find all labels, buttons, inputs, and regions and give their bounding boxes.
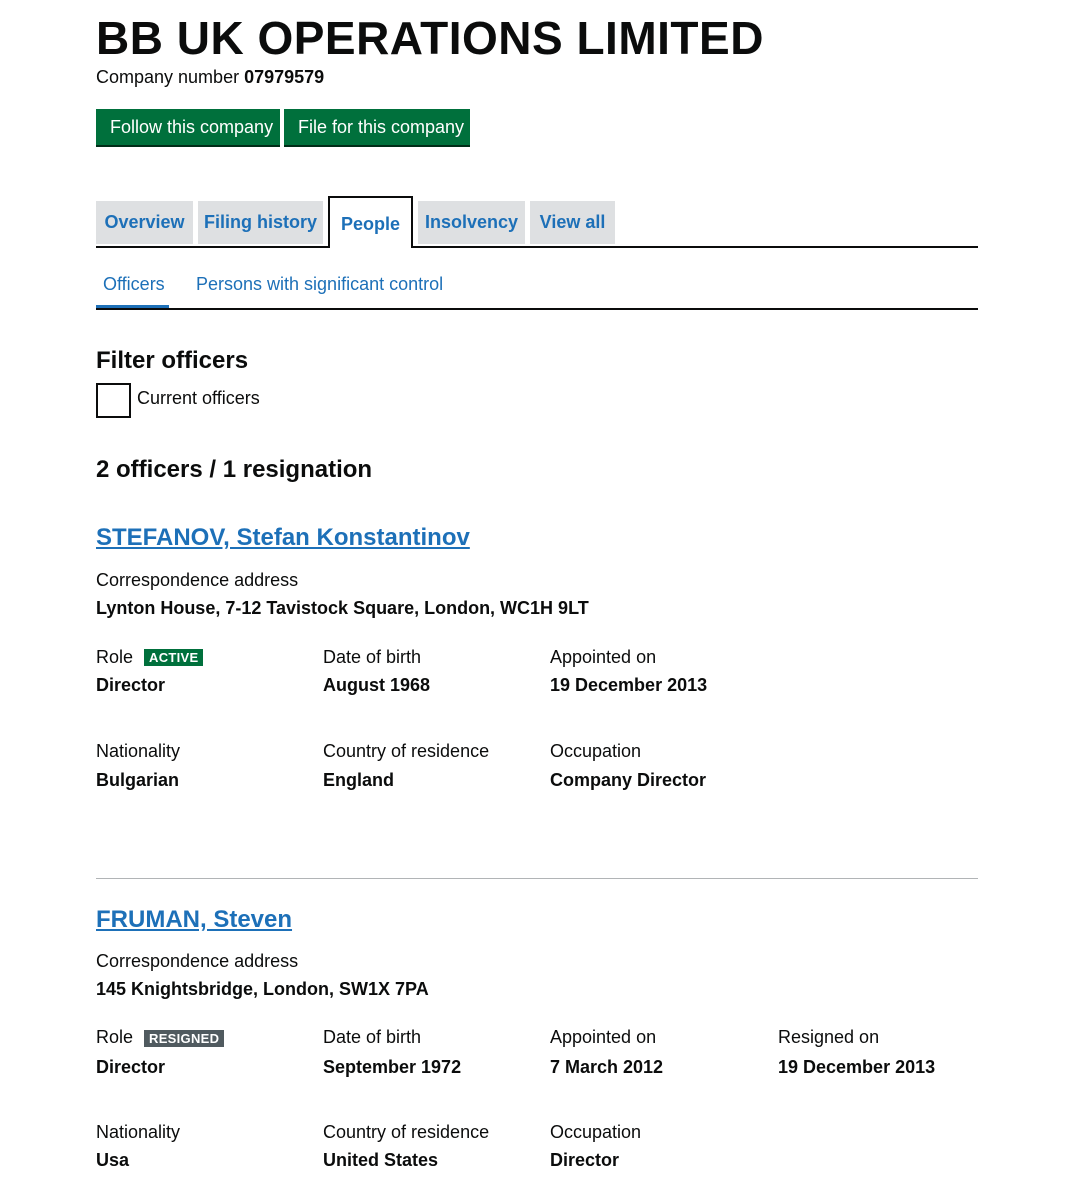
tab-view-all[interactable]: View all (530, 201, 615, 244)
dob-label: Date of birth (323, 1027, 422, 1047)
tab-insolvency[interactable]: Insolvency (418, 201, 525, 244)
company-number (96, 66, 324, 88)
tabs-underline (96, 246, 978, 248)
resigned-label: Resigned on (778, 1027, 880, 1047)
occupation-label: Occupation (550, 741, 642, 761)
address-value: 145 Knightsbridge, London, SW1X 7PA (96, 979, 429, 999)
nationality-value: Bulgarian (96, 770, 180, 790)
occupation-value: Company Director (550, 770, 707, 790)
resigned-value: 19 December 2013 (778, 1057, 936, 1077)
subtab-persons-significant-control[interactable]: Persons with significant control (196, 274, 444, 294)
role-value: Director (96, 675, 166, 695)
company-number-label: Company number (96, 67, 240, 87)
residence-value: England (323, 770, 394, 790)
address-value: Lynton House, 7-12 Tavistock Square, London, WC1H 9LT (96, 598, 589, 618)
residence-value: United States (323, 1150, 439, 1170)
subtab-officers[interactable]: Officers (96, 272, 169, 309)
appointed-value: 19 December 2013 (550, 675, 708, 695)
occupation-label: Occupation (550, 1122, 642, 1142)
appointed-value: 7 March 2012 (550, 1057, 664, 1077)
tab-overview[interactable]: Overview (96, 201, 193, 244)
address-label: Correspondence address (96, 570, 299, 590)
role-value: Director (96, 1057, 166, 1077)
dob-label: Date of birth (323, 647, 422, 667)
company-number-value: 07979579 (244, 67, 325, 87)
nationality-label: Nationality (96, 741, 181, 761)
officer-name-link[interactable]: STEFANOV, Stefan Konstantinov (96, 524, 470, 551)
residence-label: Country of residence (323, 741, 490, 761)
current-officers-label[interactable]: Current officers (137, 388, 260, 408)
nationality-label: Nationality (96, 1122, 181, 1142)
appointed-label: Appointed on (550, 647, 657, 667)
status-badge: RESIGNED (144, 1030, 224, 1047)
tab-filing-history[interactable]: Filing history (198, 201, 323, 244)
current-officers-checkbox[interactable] (96, 383, 131, 418)
subnav-underline (96, 308, 978, 310)
address-label: Correspondence address (96, 951, 299, 971)
status-badge: ACTIVE (144, 649, 203, 666)
company-name: BB UK OPERATIONS LIMITED (96, 12, 764, 64)
dob-value: August 1968 (323, 675, 431, 695)
filter-heading: Filter officers (96, 347, 249, 374)
role-label: Role (96, 647, 134, 667)
appointed-label: Appointed on (550, 1027, 657, 1047)
occupation-value: Director (550, 1150, 620, 1170)
dob-value: September 1972 (323, 1057, 462, 1077)
officer-name-link[interactable]: FRUMAN, Steven (96, 906, 293, 933)
nationality-value: Usa (96, 1150, 130, 1170)
officer-divider (96, 878, 978, 879)
role-label: Role (96, 1027, 134, 1047)
file-for-company-button[interactable]: File for this company (284, 109, 470, 145)
residence-label: Country of residence (323, 1122, 490, 1142)
tab-people[interactable]: People (328, 196, 413, 248)
follow-company-button[interactable]: Follow this company (96, 109, 280, 145)
officers-summary: 2 officers / 1 resignation (96, 456, 373, 483)
